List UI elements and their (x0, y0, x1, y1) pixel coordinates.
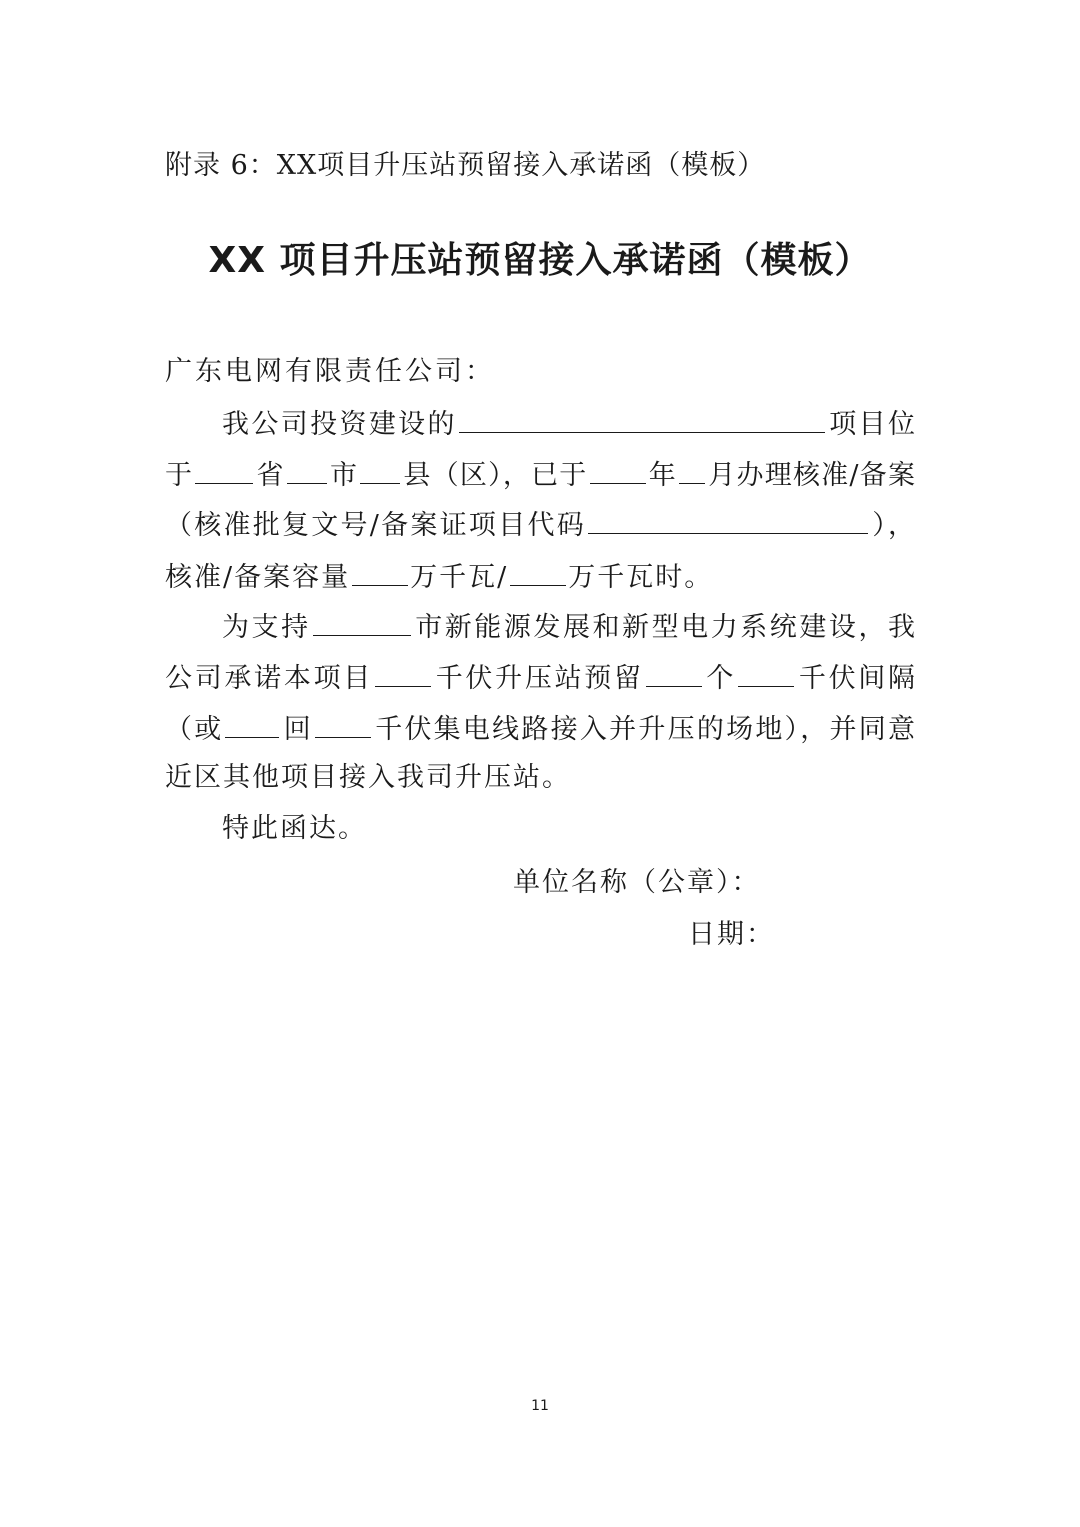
city-support-blank (313, 605, 411, 636)
circuit-count-blank (225, 707, 279, 738)
para1-text: ）， (869, 510, 916, 541)
month-blank (679, 453, 705, 484)
para1-text: 核准/备案容量 (165, 562, 351, 593)
para1-text: 县（区），已于 (402, 460, 588, 491)
voltage-kv-blank (375, 656, 431, 687)
para2-line2 (165, 656, 915, 696)
signature-unit: 单位名称（公章）： (513, 867, 761, 898)
salutation: 广东电网有限责任公司： (165, 356, 495, 387)
collector-kv-blank (315, 707, 371, 738)
project-name-blank (459, 402, 825, 433)
province-blank (195, 453, 253, 484)
para2-text: 千伏间隔 (796, 663, 916, 694)
para1-text: 省 (255, 460, 285, 491)
document-title: XX 项目升压站预留接入承诺函（模板） (208, 240, 872, 281)
para2-line3 (165, 707, 915, 747)
para2-text: 个 (703, 663, 737, 694)
para1-text: （核准批复文号/备案证项目代码 (165, 510, 586, 541)
county-blank (360, 453, 400, 484)
year-blank (590, 453, 646, 484)
capacity-mwh-blank (510, 555, 566, 586)
para1-text: 月办理核准/备案 (707, 460, 915, 491)
para1-line1 (222, 402, 915, 442)
capacity-mw-blank (352, 555, 408, 586)
para2-text: 千伏升压站预留 (433, 663, 644, 694)
closing-text: 特此函达。 (222, 813, 367, 844)
para1-line4 (165, 555, 915, 595)
approval-code-blank (588, 503, 868, 534)
para1-text: 我公司投资建设的 (222, 409, 457, 440)
appendix-label: 附录 6：XX项目升压站预留接入承诺函（模板） (165, 150, 766, 181)
bay-count-blank (646, 656, 702, 687)
para2-text: 公司承诺本项目 (165, 663, 373, 694)
para1-text: 项目位 (826, 409, 916, 440)
bay-kv-blank (738, 656, 794, 687)
para2-text: 回 (281, 714, 313, 745)
para1-text: 市 (328, 460, 359, 491)
para2-line4: 近区其他项目接入我司升压站。 (165, 762, 571, 793)
city-blank (287, 453, 327, 484)
para1-text: 于 (165, 460, 194, 491)
para2-line1 (222, 605, 915, 645)
para2-text: 市新能源发展和新型电力系统建设，我 (412, 612, 916, 643)
para2-text: 为支持 (222, 612, 311, 643)
para1-line2 (165, 453, 915, 493)
para1-text: 年 (647, 460, 678, 491)
para2-text: （或 (165, 714, 224, 745)
para2-text: 千伏集电线路接入并升压的场地），并同意 (372, 714, 916, 745)
para1-line3 (165, 503, 915, 543)
para1-text: 万千瓦/ (410, 562, 509, 593)
page-number: 11 (531, 1398, 549, 1414)
para1-text: 万千瓦时。 (568, 562, 714, 593)
signature-date: 日期： (688, 919, 775, 950)
